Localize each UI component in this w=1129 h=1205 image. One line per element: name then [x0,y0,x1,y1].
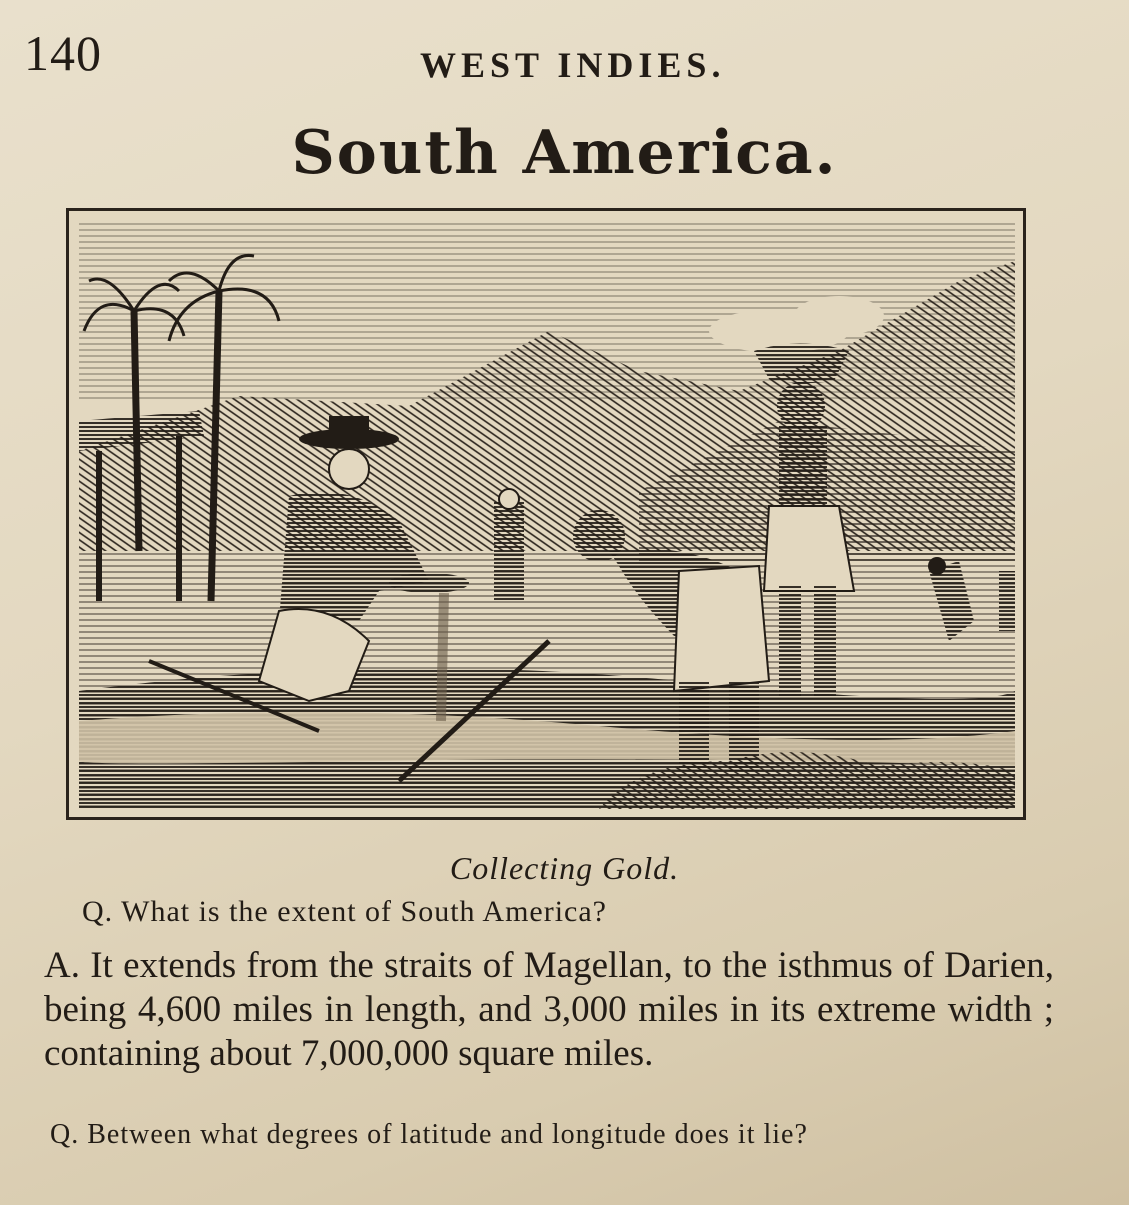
engraving-illustration [66,208,1026,820]
section-title: South America. [291,118,838,188]
page-number: 140 [24,25,102,81]
running-head: WEST INDIES. [420,45,726,85]
engraving-scene [79,221,1015,809]
question-2: Q. Between what degrees of latitude and longitude does it lie? [50,1119,808,1150]
illustration-caption: Collecting Gold. [449,850,680,886]
question-1: Q. What is the extent of South America? [82,895,607,928]
answer-1: A. It extends from the straits of Magellan, to the isthmus of Darien, being 4,600 miles in length, and 3,000 miles in its extreme width ; containing about 7,000,000 square miles. [44,945,1054,1074]
